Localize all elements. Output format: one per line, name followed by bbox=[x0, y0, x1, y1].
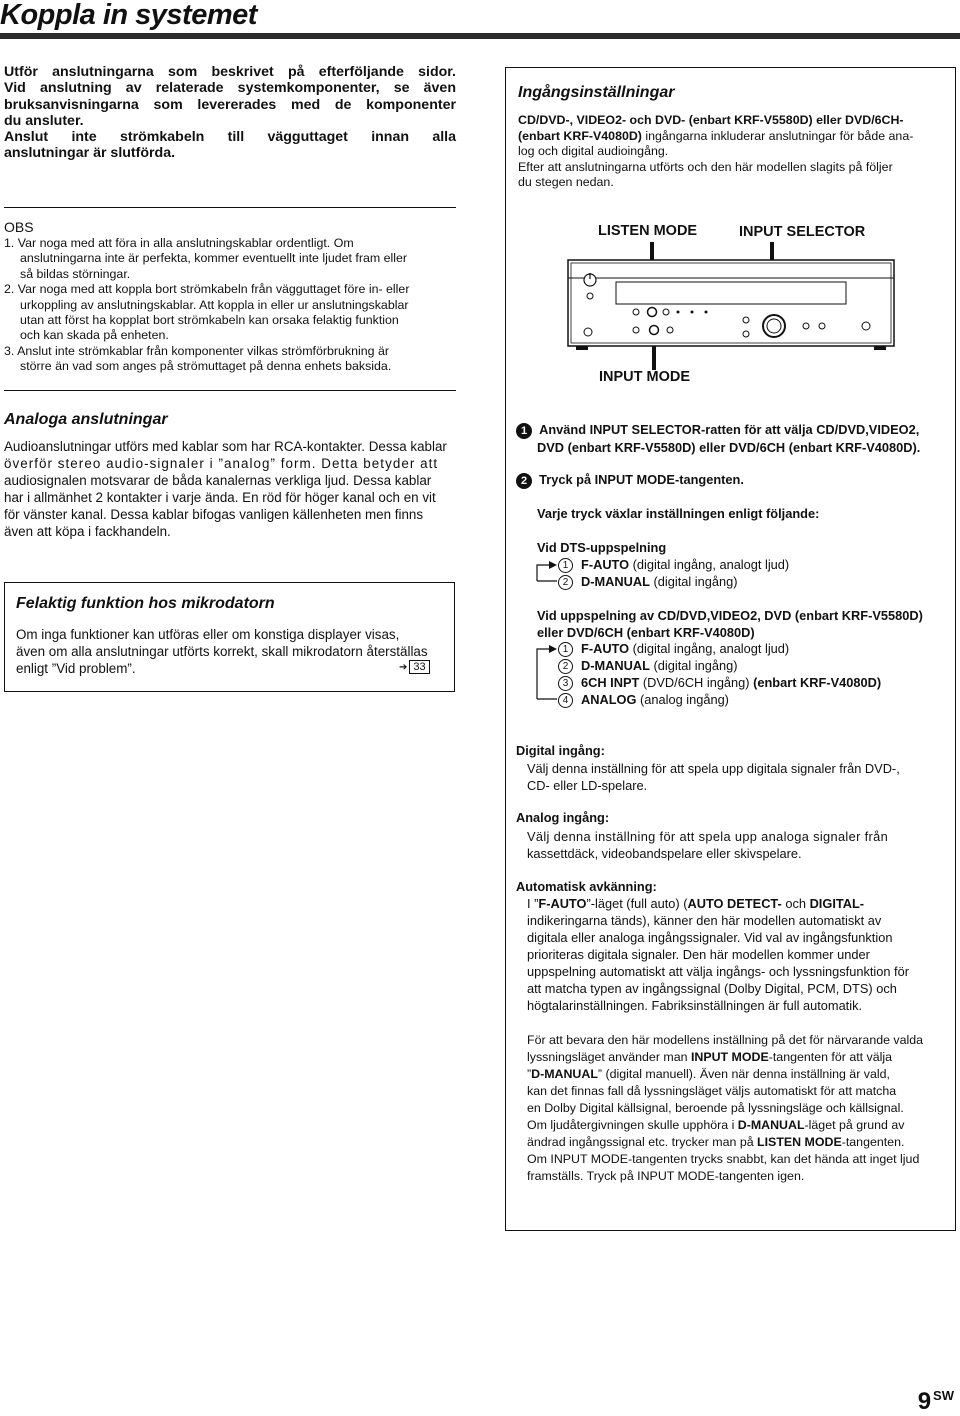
note-frag: Om ljudåtergivningen skulle upphöra i bbox=[527, 1118, 738, 1132]
playback-option-1 bbox=[558, 640, 789, 657]
header-rule bbox=[0, 33, 960, 39]
auto-heading: Automatisk avkänning: bbox=[516, 879, 657, 894]
step-2-text: Tryck på INPUT MODE-tangenten. bbox=[539, 472, 744, 487]
option-number: 2 bbox=[558, 659, 573, 674]
obs-line: och kan skada på enheten. bbox=[20, 328, 169, 343]
ingang-line: CD/DVD-, VIDEO2- och DVD- (enbart KRF-V5580D) eller DVD/6CH- bbox=[518, 113, 904, 127]
option-desc: (analog ingång) bbox=[636, 692, 729, 707]
label-input-selector: INPUT SELECTOR bbox=[739, 224, 866, 240]
auto-line: prioriteras digitala signaler. Den här modellen kommer under bbox=[527, 947, 870, 962]
analog-line: Audioanslutningar utförs med kablar som har RCA-kontakter. Dessa kablar bbox=[4, 439, 447, 454]
mikro-heading: Felaktig funktion hos mikrodatorn bbox=[16, 595, 275, 612]
ingang-heading: Ingångsinställningar bbox=[518, 84, 675, 101]
digital-heading: Digital ingång: bbox=[516, 743, 605, 758]
dts-option-2 bbox=[558, 573, 737, 590]
option-desc: (digital ingång) bbox=[649, 658, 738, 673]
analog-paragraph bbox=[4, 438, 456, 540]
intro-line: bruksanvisningarna som levererades med de komponenter bbox=[4, 96, 456, 113]
mikro-line: Om inga funktioner kan utföras eller om konstiga displayer visas, bbox=[16, 627, 400, 642]
note-frag: ” bbox=[527, 1067, 532, 1081]
option-number: 4 bbox=[558, 693, 573, 708]
obs-line: så bildas störningar. bbox=[20, 266, 131, 281]
option-name: D-MANUAL bbox=[581, 574, 650, 589]
obs-line: större än vad som anges på strömuttaget på denna enhets baksida. bbox=[20, 359, 392, 374]
note-line: Om INPUT MODE-tangenten trycks snabbt, kan det hända att inget ljud bbox=[527, 1152, 920, 1166]
analog-heading: Analoga anslutningar bbox=[4, 411, 168, 428]
note-frag: -tangenten för att välja bbox=[768, 1050, 893, 1064]
ingang-line: du stegen nedan. bbox=[518, 175, 614, 189]
auto-frag: ”-läget (full auto) ( bbox=[586, 896, 688, 911]
step-1-line bbox=[516, 421, 920, 439]
note-line bbox=[527, 1134, 923, 1151]
playback-option-4 bbox=[558, 691, 729, 708]
page-ref-number: 33 bbox=[409, 660, 429, 674]
note-line bbox=[527, 1117, 923, 1134]
ingang-line-bold: (enbart KRF-V4080D) bbox=[518, 128, 642, 143]
option-name: F-AUTO bbox=[581, 557, 630, 572]
playback-option-2 bbox=[558, 657, 737, 674]
note-frag: ändrad ingångssignal etc. trycker man på bbox=[527, 1135, 758, 1149]
obs-line: utan att först ha kopplat bort strömkabeln kan orsaka felaktig funktion bbox=[20, 313, 399, 328]
option-desc: (digital ingång, analogt ljud) bbox=[629, 557, 790, 572]
obs-line: 3. Anslut inte strömkablar från komponenter vilkas strömförbrukning är bbox=[4, 343, 389, 358]
auto-frag: I ” bbox=[527, 896, 539, 911]
intro-text bbox=[4, 64, 456, 162]
note-frag: LISTEN MODE bbox=[757, 1135, 842, 1149]
option-number: 2 bbox=[558, 575, 573, 590]
step-number-icon: 2 bbox=[516, 473, 532, 489]
option-name: 6CH INPT bbox=[581, 675, 640, 690]
obs-list bbox=[4, 236, 456, 375]
cycle-arrow-icon bbox=[535, 641, 559, 705]
note-frag: ” (digital manuell). Även när denna inställning är vald, bbox=[597, 1067, 890, 1081]
auto-frag: och bbox=[781, 896, 810, 911]
mikro-paragraph bbox=[16, 626, 446, 677]
page-reference[interactable] bbox=[399, 660, 430, 674]
analog-input-text bbox=[527, 828, 888, 862]
option-extra: (enbart KRF-V4080D) bbox=[753, 675, 882, 690]
ingang-paragraph bbox=[518, 113, 948, 191]
option-number: 3 bbox=[558, 676, 573, 691]
playback-heading-line: Vid uppspelning av CD/DVD,VIDEO2, DVD (enbart KRF-V5580D) bbox=[537, 608, 923, 623]
receiver-illustration bbox=[566, 242, 896, 372]
cycle-arrow-icon bbox=[535, 557, 559, 587]
page-number bbox=[918, 1388, 954, 1416]
obs-heading: OBS bbox=[4, 219, 34, 235]
playback-heading-line: eller DVD/6CH (enbart KRF-V4080D) bbox=[537, 625, 755, 640]
note-text bbox=[527, 1032, 923, 1185]
label-input-mode: INPUT MODE bbox=[599, 369, 691, 385]
step-2-subtext: Varje tryck växlar inställningen enligt följande: bbox=[537, 506, 820, 521]
obs-line: 1. Var noga med att föra in alla anslutningskablar ordentligt. Om bbox=[4, 236, 354, 250]
auto-line: indikeringarna tänds), känner den här modellen automatiskt av bbox=[527, 913, 882, 928]
intro-line: Vid anslutning av relaterade systemkomponenter, se även bbox=[4, 80, 456, 97]
intro-line: Anslut inte strömkabeln till vägguttaget innan alla bbox=[4, 129, 456, 146]
note-line: kan det finnas fall då lyssningsläget väljs automatiskt för att matcha bbox=[527, 1084, 897, 1098]
step-1-text: Använd INPUT SELECTOR-ratten för att välja CD/DVD,VIDEO2, bbox=[539, 422, 920, 437]
page-number-value: 9 bbox=[917, 1388, 932, 1415]
note-frag: lyssningsläget använder man bbox=[527, 1050, 691, 1064]
playback-heading bbox=[537, 607, 923, 641]
note-frag: D-MANUAL bbox=[737, 1118, 805, 1132]
step-1-line: DVD (enbart KRF-V5580D) eller DVD/6CH (enbart KRF-V4080D). bbox=[537, 440, 921, 455]
option-desc: (DVD/6CH ingång) bbox=[639, 675, 754, 690]
auto-line: digitala eller analoga ingångssignaler. Vid val av ingångsfunktion bbox=[527, 930, 893, 945]
obs-line: anslutningarna inte är perfekta, kommer eventuellt inte ljudet fram eller bbox=[20, 251, 408, 266]
auto-frag: DIGITAL- bbox=[809, 896, 865, 911]
ingang-line: Efter att anslutningarna utförts och den här modellen slagits på följer bbox=[518, 159, 893, 174]
note-frag: INPUT MODE bbox=[690, 1050, 769, 1064]
divider bbox=[4, 207, 456, 208]
note-frag: -tangenten. bbox=[841, 1135, 905, 1149]
intro-line: Utför anslutningarna som beskrivet på efterföljande sidor. bbox=[4, 64, 456, 80]
analog-line: även att köpa i fackhandeln. bbox=[4, 524, 171, 539]
label-listen-mode: LISTEN MODE bbox=[598, 223, 698, 239]
option-desc: (digital ingång) bbox=[649, 574, 738, 589]
dts-option-1 bbox=[558, 556, 789, 573]
intro-line: du ansluter. bbox=[4, 112, 84, 129]
note-line bbox=[527, 1066, 923, 1083]
note-line: en Dolby Digital källsignal, beroende på lyssningsläge och källsignal. bbox=[527, 1101, 904, 1115]
step-1 bbox=[516, 421, 920, 456]
option-name: D-MANUAL bbox=[581, 658, 650, 673]
step-number-icon: 1 bbox=[516, 423, 532, 439]
dts-heading: Vid DTS-uppspelning bbox=[537, 540, 667, 555]
auto-line: uppspelning automatiskt att välja ingångs- och lyssningsfunktion för bbox=[527, 964, 909, 979]
option-name: F-AUTO bbox=[581, 641, 630, 656]
analog-input-line: kassettdäck, videobandspelare eller skivspelare. bbox=[527, 846, 802, 861]
step-2 bbox=[516, 471, 744, 489]
auto-frag: F-AUTO bbox=[538, 896, 587, 911]
ingang-line: log och digital audioingång. bbox=[518, 144, 669, 158]
divider bbox=[4, 390, 456, 391]
analog-line: för vänster kanal. Dessa kablar bifogas vanligen källenheten men finns bbox=[4, 507, 424, 522]
analog-input-line: Välj denna inställning för att spela upp analoga signaler från bbox=[527, 829, 889, 844]
auto-frag: AUTO DETECT- bbox=[687, 896, 782, 911]
arrow-icon: ➔ bbox=[399, 662, 408, 673]
obs-line: urkoppling av anslutningskablar. Att koppla in eller ur anslutningskablar bbox=[20, 297, 409, 312]
playback-option-3 bbox=[558, 674, 881, 691]
option-number: 1 bbox=[558, 642, 573, 657]
digital-line: Välj denna inställning för att spela upp digitala signaler från DVD-, bbox=[527, 761, 900, 776]
option-name: ANALOG bbox=[581, 692, 637, 707]
note-frag: D-MANUAL bbox=[531, 1067, 598, 1081]
digital-line: CD- eller LD-spelare. bbox=[527, 778, 648, 793]
analog-input-heading: Analog ingång: bbox=[516, 810, 610, 825]
ingang-line: (enbart KRF-V4080D) ingångarna inkluderar anslutningar för både ana- bbox=[518, 128, 914, 143]
receiver-front bbox=[568, 260, 894, 346]
auto-text bbox=[527, 895, 909, 1014]
analog-line: överför stereo audio-signaler i ”analog” form. Detta betyder att bbox=[4, 456, 439, 471]
analog-line: har i allmänhet 2 kontakter i varje ända. En röd för höger kanal och en vit bbox=[4, 490, 436, 505]
option-desc: (digital ingång, analogt ljud) bbox=[629, 641, 790, 656]
auto-line bbox=[527, 895, 909, 912]
intro-line: anslutningar är slutförda. bbox=[4, 145, 176, 162]
note-line: framställs. Tryck på INPUT MODE-tangenten igen. bbox=[527, 1169, 805, 1183]
analog-line: audiosignalen motsvarar de båda kanalernas verkliga ljud. Dessa kablar bbox=[4, 473, 432, 488]
mikro-line: även om alla anslutningar utförts korrekt, skall mikrodatorn återställas bbox=[16, 644, 428, 659]
page-language: SW bbox=[933, 1388, 954, 1403]
step-2-line bbox=[516, 471, 744, 489]
page-title: Koppla in systemet bbox=[0, 0, 257, 31]
note-frag: -läget på grund av bbox=[804, 1118, 905, 1132]
mikro-line: enligt ”Vid problem”. bbox=[16, 661, 136, 676]
digital-text bbox=[527, 760, 900, 794]
note-line: För att bevara den här modellens inställning på det för närvarande valda bbox=[527, 1033, 924, 1047]
auto-line: högtalarinställningen. Fabriksinställningen är full automatik. bbox=[527, 998, 863, 1013]
auto-line: att matcha typen av ingångssignal (Dolby Digital, PCM, DTS) och bbox=[527, 981, 897, 996]
note-line bbox=[527, 1049, 923, 1066]
option-number: 1 bbox=[558, 558, 573, 573]
obs-line: 2. Var noga med att koppla bort strömkabeln från vägguttaget före in- eller bbox=[4, 282, 410, 297]
